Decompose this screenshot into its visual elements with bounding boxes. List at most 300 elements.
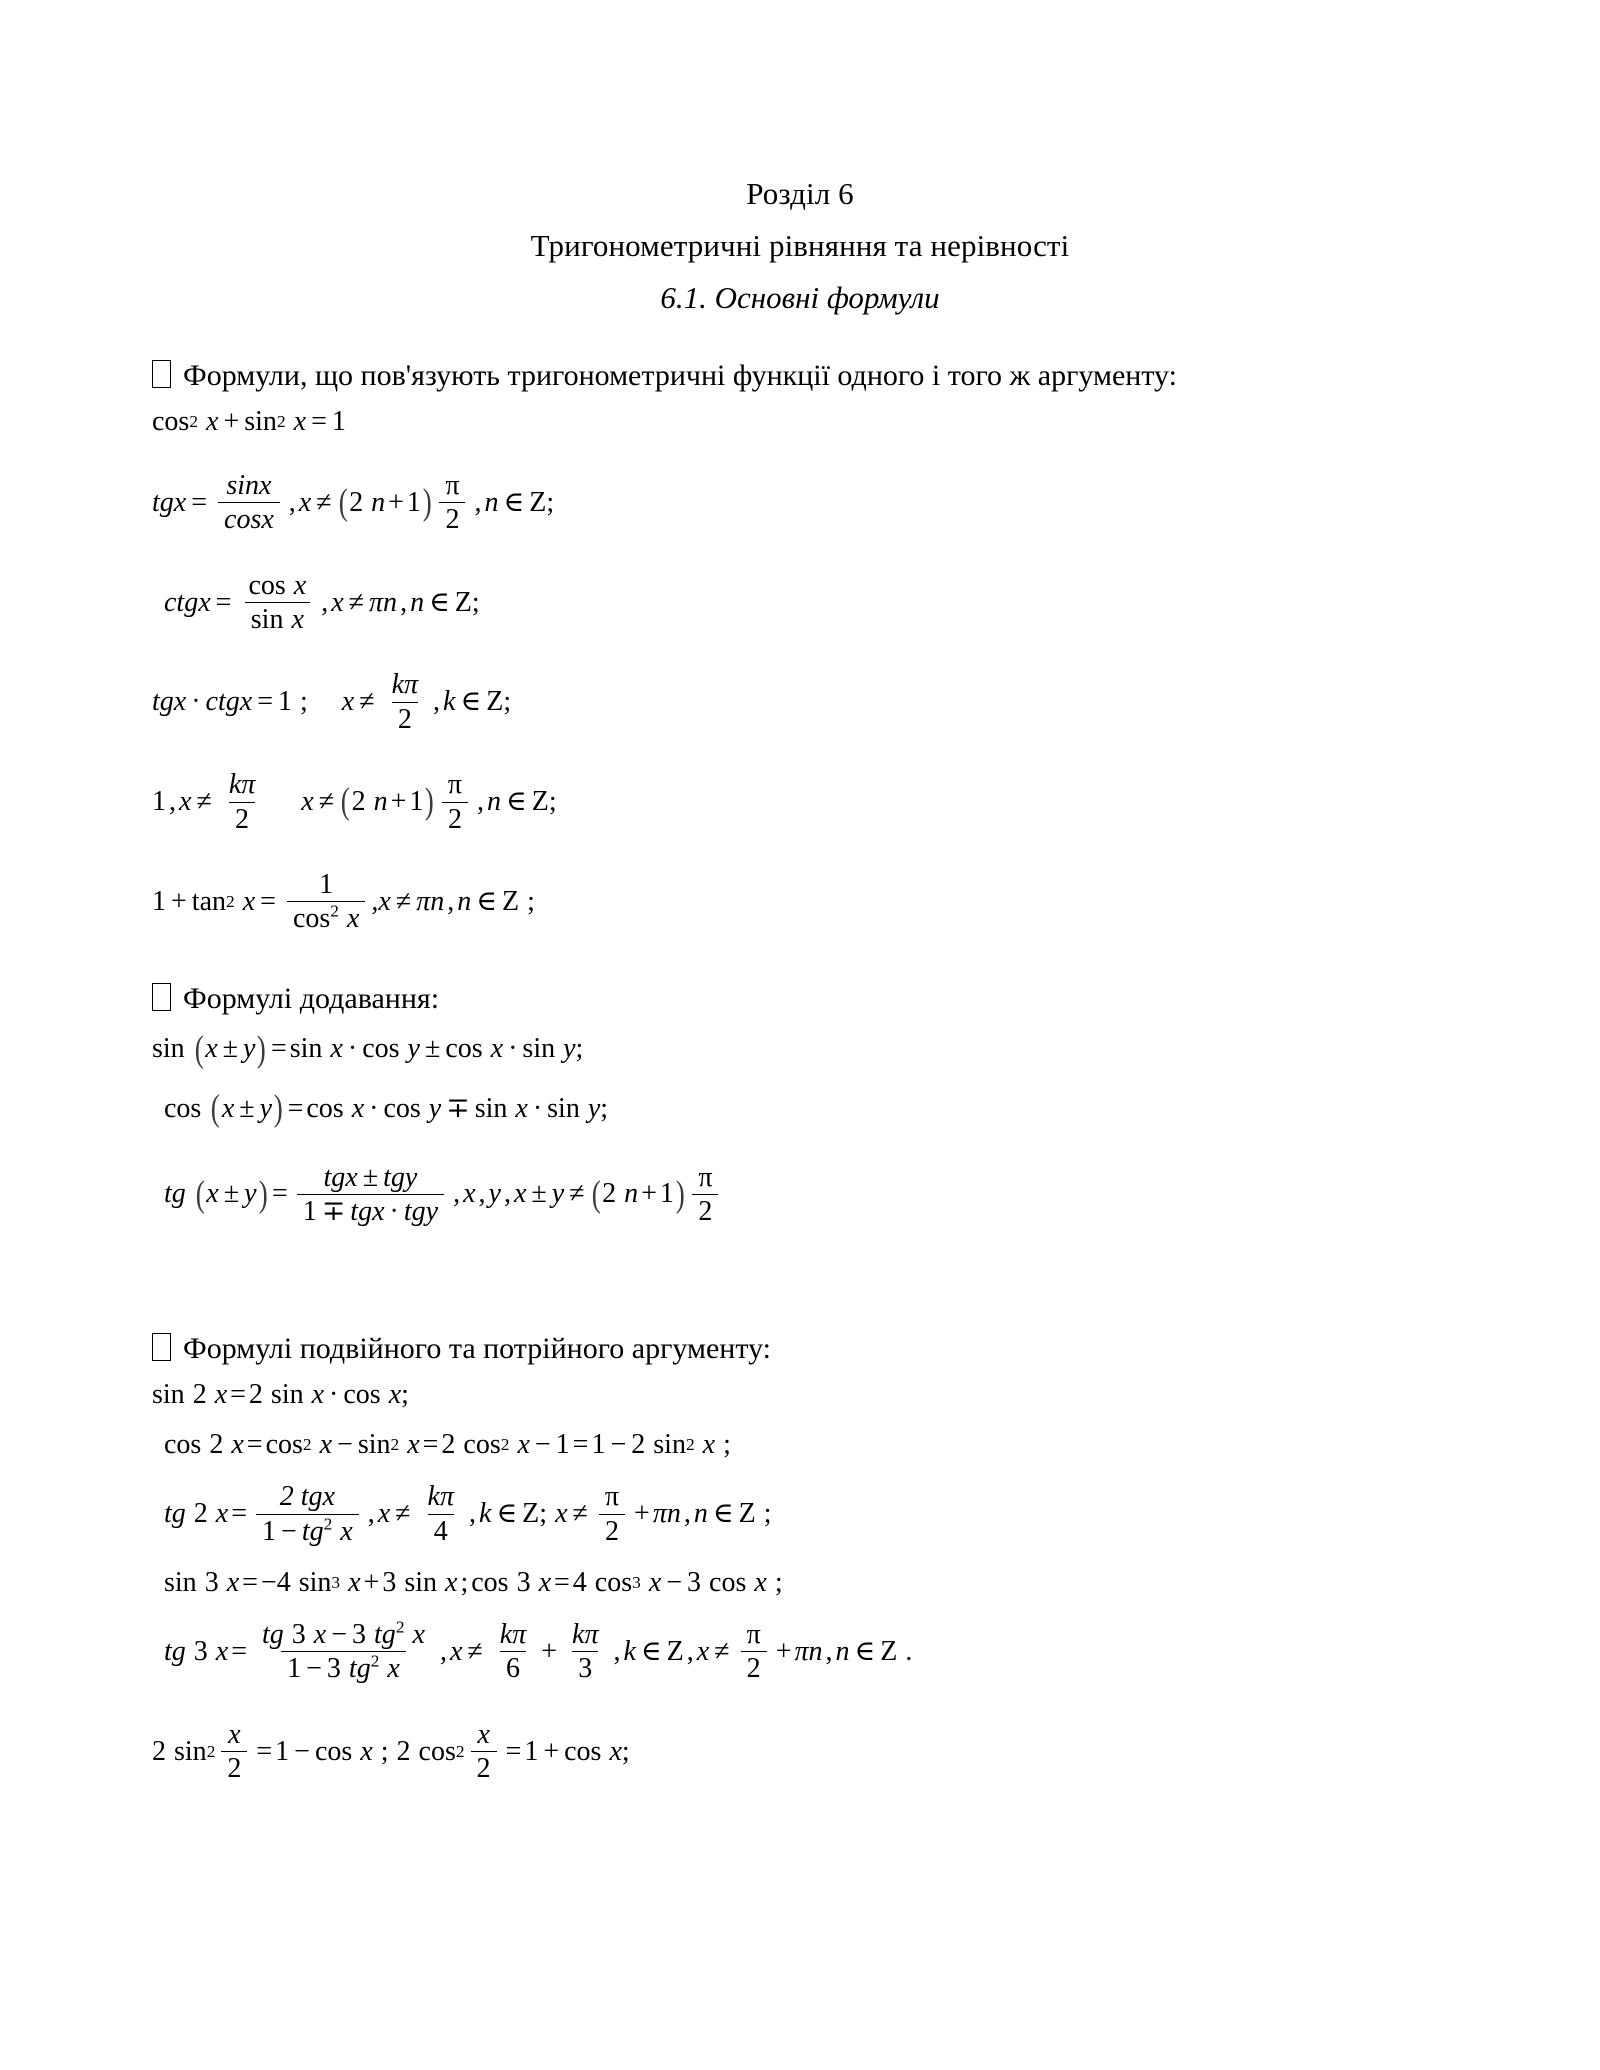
semicolon-token: ; [527, 885, 535, 917]
pi-n-token: πn [652, 1498, 681, 1530]
x-token: x [538, 1567, 551, 1599]
y-token: y [243, 1033, 256, 1065]
numerator-k-pi: kπ [391, 669, 419, 701]
cos-token: cos [445, 1033, 483, 1065]
semicolon-token: ; [600, 1092, 609, 1124]
equals-token: = [256, 1735, 273, 1767]
two-token: 2 [396, 1735, 411, 1767]
Z-token: Z [529, 486, 547, 518]
two-token: 2 [152, 1735, 166, 1767]
not-equal-token: ≠ [196, 786, 212, 818]
section-heading-3 [152, 1327, 1480, 1371]
comma-token: , [469, 1498, 476, 1530]
n-token: n [410, 586, 425, 618]
x-token: x [351, 1092, 365, 1124]
equals-token: = [554, 1567, 570, 1599]
denominator-cos2-x: $\cos^2 x$ [287, 901, 365, 934]
plus-minus-token: ± [222, 1033, 238, 1065]
numerator-pi: π [698, 1161, 713, 1193]
numerator-tg3x-minus-3tg2x: tg 3 x − 3 $tg^2$ x [262, 1617, 425, 1651]
equals-token: = [505, 1735, 522, 1767]
not-equal-token: ≠ [359, 686, 375, 718]
tofu-box-bullet-icon [152, 360, 171, 388]
fraction-pi-over-2 [442, 769, 468, 835]
equals-token: = [257, 686, 273, 718]
numerator-pi: π [604, 1481, 620, 1513]
sin-token: sin [174, 1735, 207, 1767]
right-paren: ) [422, 482, 432, 524]
sin-token: sin [547, 1092, 580, 1124]
denominator-2: 2 [692, 1194, 718, 1227]
n-token: n [624, 1178, 639, 1210]
section-heading-1 [152, 354, 1480, 398]
two-token: 2 [602, 1178, 617, 1210]
sin-token: sin [152, 1379, 185, 1411]
x-token: x [242, 885, 256, 917]
right-paren: ) [257, 1028, 267, 1070]
tg-token: tg [152, 486, 174, 518]
element-of-token: ∈ [429, 586, 450, 618]
multiply-dot: · [329, 1379, 339, 1411]
minus-token: − [260, 1567, 277, 1599]
not-equal-token: ≠ [572, 1498, 588, 1530]
comma-token: , [169, 786, 176, 818]
y-token: y [428, 1092, 442, 1124]
ctg-token: ctg [164, 586, 199, 618]
formula-pythagorean: cos 2 x + sin 2 x = 1 [152, 406, 346, 437]
section-heading-2-label: Формулі додавання: [183, 981, 440, 1015]
cos-token: cos [594, 1567, 633, 1599]
one-token: 1 [659, 1178, 674, 1210]
y-token: y [488, 1178, 501, 1210]
denominator-2: 2 [442, 802, 468, 835]
fraction-sinx-cosx [218, 470, 280, 536]
x-token: x [215, 1635, 229, 1667]
fraction-kpi-over-6 [494, 1619, 532, 1685]
x-token: x [555, 1498, 568, 1530]
n-token: n [373, 786, 388, 818]
one-token: 1 [406, 486, 421, 518]
left-paren: ( [195, 1173, 205, 1215]
x-token: x [226, 1567, 240, 1599]
plus-token: + [543, 1735, 560, 1767]
Z-token: Z [531, 786, 549, 818]
fraction-pi-over-2 [692, 1162, 718, 1228]
fraction-kpi-over-2 [386, 669, 424, 735]
semicolon-token: ; [763, 1498, 772, 1530]
sin-token: sin [270, 1379, 304, 1411]
comma-token: , [371, 885, 379, 917]
left-paren: ( [211, 1088, 221, 1130]
formula-cosine-double-angle: cos 2 x = cos 2 x − sin 2 x = 2 cos 2 x − 1 = 1 − 2 sin 2 x ; [164, 1429, 731, 1461]
numerator-k-pi: kπ [427, 1481, 454, 1513]
denominator-2: 2 [392, 702, 418, 735]
Z-token: Z [738, 1498, 756, 1530]
plus-minus-token: ± [223, 1178, 240, 1210]
fraction-pi-over-2 [599, 1481, 625, 1547]
x-token: x [206, 406, 219, 437]
two-token: 2 [193, 1498, 208, 1530]
three-token: 3 [204, 1567, 219, 1599]
chapter-heading: Розділ 6 [746, 176, 854, 211]
not-equal-token: ≠ [395, 885, 412, 917]
cos-token: cos [306, 1092, 344, 1124]
x-token: x [517, 1429, 530, 1461]
comma-token: , [503, 1178, 511, 1210]
one-token: 1 [277, 686, 292, 718]
two-token: 2 [631, 1429, 646, 1461]
x-token: x [609, 1735, 622, 1767]
n-token: n [835, 1635, 850, 1667]
denominator-2: 2 [741, 1651, 767, 1684]
document-body [152, 354, 1480, 1785]
sin-token: sin [152, 1033, 185, 1065]
k-token: k [479, 1498, 492, 1530]
formula-domain-restrictions [152, 769, 1480, 835]
x-token: x [515, 1092, 528, 1124]
fraction-cosx-sinx [242, 570, 312, 636]
x-token: x [490, 1033, 504, 1065]
denominator-2: 2 [439, 502, 465, 535]
fraction-tangent-triple [256, 1619, 431, 1685]
semicolon-token: ; [723, 1429, 731, 1461]
cos-token: cos [343, 1379, 381, 1411]
multiply-dot: · [191, 686, 201, 718]
denominator-1-mp-tgx-tgy: 1 ∓ tgx · tgy [297, 1194, 444, 1227]
n-token: n [693, 1498, 708, 1530]
x-token: x [301, 786, 314, 818]
denominator-3: 3 [572, 1651, 598, 1684]
n-token: n [457, 885, 472, 917]
x-token: x [445, 1567, 458, 1599]
numerator-cos-x: cos x [248, 569, 307, 601]
semicolon-token: ; [621, 1735, 630, 1767]
fraction-kpi-over-3 [566, 1619, 604, 1685]
denominator-2: 2 [229, 802, 255, 835]
comma-token: , [433, 686, 441, 718]
minus-plus-token: ∓ [446, 1092, 470, 1124]
comma-token: , [288, 486, 296, 518]
cos-token: cos [463, 1429, 501, 1461]
x-token: x [179, 786, 192, 818]
pi-n-token: πn [369, 586, 398, 618]
x-token: x [463, 1178, 476, 1210]
multiply-dot: · [369, 1092, 379, 1124]
two-token: 2 [209, 1429, 224, 1461]
fraction-kpi-over-2 [223, 769, 261, 835]
comma-token: , [825, 1635, 833, 1667]
element-of-token: ∈ [854, 1635, 876, 1667]
not-equal-token: ≠ [318, 786, 335, 818]
section-subtitle: 6.1. Основні формули [660, 280, 940, 315]
x-token: x [206, 1178, 219, 1210]
equals-token: = [231, 1635, 248, 1667]
denominator-sin-x: sin x [245, 602, 310, 635]
formula-sine-addition [152, 1028, 1480, 1070]
numerator-1: 1 [319, 868, 334, 900]
cos-token: cos [164, 1429, 202, 1461]
formula-cosine-addition [164, 1090, 1480, 1128]
equals-token: = [260, 885, 276, 917]
multiply-dot: · [532, 1092, 543, 1124]
one-token: 1 [524, 1735, 539, 1767]
semicolon-token: ; [539, 1498, 548, 1530]
plus-minus-token: ± [424, 1033, 441, 1065]
numerator-x: x [477, 1718, 490, 1750]
left-paren: ( [591, 1173, 601, 1215]
numerator-pi: π [447, 769, 463, 801]
tg-token: tg [164, 1498, 186, 1530]
x-token: x [298, 486, 312, 518]
numerator-k-pi: kπ [228, 769, 256, 801]
x-token: x [513, 1178, 527, 1210]
tg-token: tg [164, 1178, 186, 1210]
comma-token: , [474, 486, 482, 518]
tgx-token: tgx [152, 686, 187, 718]
cos-token: cos [152, 406, 190, 437]
numerator-k-pi: kπ [499, 1619, 527, 1651]
x-token: x [311, 1379, 325, 1411]
minus-token: − [666, 1567, 683, 1599]
element-of-token: ∈ [476, 885, 497, 917]
sin-token: sin [404, 1567, 438, 1599]
one-token: 1 [591, 1429, 606, 1461]
fraction-pi-over-2 [741, 1619, 767, 1685]
cos-token: cos [418, 1735, 456, 1767]
plus-minus-token: ± [531, 1178, 547, 1210]
numerator-2tgx: 2 tgx [279, 1481, 335, 1513]
n-token: n [484, 486, 499, 518]
element-of-token: ∈ [460, 686, 482, 718]
two-token: 2 [192, 1379, 207, 1411]
semicolon-token: ; [299, 686, 308, 718]
four-token: 4 [572, 1567, 587, 1599]
denominator-2: 2 [599, 1514, 625, 1547]
not-equal-token: ≠ [467, 1635, 483, 1667]
x-token: x [648, 1567, 662, 1599]
denominator-1-minus-tg2x: $1 - tg^2$ x [256, 1514, 359, 1547]
equals-token: = [287, 1092, 304, 1124]
formula-secant-identity: 1 + tan 2 x = $\frac{1}{\cos^2 x}$ , x ≠ πn , n ∈ Z ; [152, 868, 535, 935]
formula-tangent-cotangent-product [152, 669, 1480, 735]
pi-n-token: πn [794, 1635, 823, 1667]
x-token: x [702, 1429, 716, 1461]
cos-token: cos [314, 1735, 353, 1767]
minus-token: − [337, 1429, 353, 1461]
semicolon-token: ; [380, 1735, 389, 1767]
minus-token: − [294, 1735, 310, 1767]
semicolon-token: ; [548, 786, 557, 818]
x-token: x [198, 586, 211, 618]
left-paren: ( [338, 482, 348, 524]
plus-token: + [775, 1635, 792, 1667]
formula-tangent-definition [152, 470, 1480, 536]
one-token: 1 [409, 786, 424, 818]
one-token: 1 [152, 786, 166, 818]
x-token: x [293, 406, 307, 437]
section-heading-1-label: Формули, що пов'язують тригонометричні функції одного і того ж аргументу: [183, 359, 1177, 392]
x-token: x [341, 686, 355, 718]
cos-token: cos [362, 1033, 400, 1065]
denominator-1-minus-3tg2x: 1 − 3 $tg^2$ x [281, 1651, 406, 1684]
period-token: . [905, 1635, 913, 1667]
cos-token: cos [709, 1567, 747, 1599]
element-of-token: ∈ [496, 1498, 518, 1530]
multiply-dot: · [508, 1033, 518, 1065]
one-token: 1 [152, 885, 166, 917]
document-header [0, 168, 1600, 324]
fraction-tangent-addition [297, 1162, 444, 1228]
x-token: x [696, 1635, 710, 1667]
three-token: 3 [687, 1567, 702, 1599]
equals-token: = [311, 406, 327, 437]
fraction-one-over-cos2x [287, 869, 365, 935]
not-equal-token: ≠ [348, 586, 365, 618]
x-token: x [449, 1635, 463, 1667]
plus-token: + [634, 1498, 650, 1530]
plus-token: + [641, 1178, 657, 1210]
formula-tangent-triple-angle [164, 1619, 1480, 1685]
formula-triple-angle-sine-cosine: sin 3 x = − 4 sin 3 x + 3 sin x ; cos 3 x = 4 cos 3 x − 3 cos x ; [164, 1567, 783, 1599]
sin-token: sin [298, 1567, 332, 1599]
comma-token: , [686, 1635, 694, 1667]
y-token: y [587, 1092, 601, 1124]
right-paren: ) [425, 781, 435, 823]
numerator-k-pi: kπ [572, 1619, 599, 1651]
two-token: 2 [441, 1429, 456, 1461]
pi-n-token: πn [416, 885, 445, 917]
x-token: x [377, 1498, 391, 1530]
Z-token: Z [486, 686, 504, 718]
tg-token: tg [164, 1635, 186, 1667]
section-heading-3-label: Формулі подвійного та потрійного аргументу: [183, 1332, 772, 1366]
y-token: y [244, 1178, 257, 1210]
cos-token: cos [471, 1567, 509, 1599]
two-token: 2 [248, 1379, 263, 1411]
tan-token: tan [191, 885, 227, 917]
equals-token: = [572, 1429, 589, 1461]
formula-tangent-double-angle [164, 1481, 1480, 1547]
denominator-cosx: cosx [218, 502, 280, 535]
comma-token: , [478, 1178, 486, 1210]
semicolon-token: ; [471, 586, 480, 618]
x-token: x [331, 586, 344, 618]
numerator-pi: π [746, 1619, 761, 1651]
equals-token: = [215, 586, 232, 618]
x-token: x [348, 1567, 361, 1599]
n-token: n [487, 786, 502, 818]
sin-token: sin [357, 1429, 391, 1461]
numerator-pi: π [445, 470, 460, 501]
fraction-pi-over-2 [439, 470, 465, 536]
x-token: x [221, 1092, 235, 1124]
denominator-2: 2 [221, 1751, 247, 1784]
equals-token: = [231, 1498, 248, 1530]
equals-token: = [270, 1033, 287, 1065]
left-paren: ( [194, 1028, 204, 1070]
plus-token: + [223, 406, 240, 437]
x-token: x [215, 1498, 229, 1530]
plus-token: + [541, 1635, 558, 1667]
x-token: x [214, 1379, 228, 1411]
two-token: 2 [351, 786, 366, 818]
numerator-x: x [228, 1718, 241, 1750]
section-heading-2 [152, 977, 1480, 1021]
comma-token: , [447, 885, 455, 917]
three-token: 3 [516, 1567, 531, 1599]
plus-token: + [171, 885, 187, 917]
comma-token: , [367, 1498, 375, 1530]
n-token: n [371, 486, 386, 518]
x-token: x [754, 1567, 767, 1599]
comma-token: , [400, 586, 408, 618]
formula-sine-double-angle [152, 1381, 1480, 1409]
equals-token: = [191, 486, 208, 518]
semicolon-token: ; [503, 686, 512, 718]
x-token: x [173, 486, 187, 518]
comma-token: , [453, 1178, 461, 1210]
three-token: 3 [382, 1567, 397, 1599]
element-of-token: ∈ [640, 1635, 662, 1667]
plus-token: + [363, 1567, 380, 1599]
left-paren: ( [340, 781, 350, 823]
cos-token: cos [383, 1092, 421, 1124]
sin-token: sin [474, 1092, 508, 1124]
y-token: y [259, 1092, 273, 1124]
x-token: x [378, 885, 391, 917]
comma-token: , [613, 1635, 621, 1667]
denominator-6: 6 [500, 1651, 526, 1684]
Z-token: Z [666, 1635, 684, 1667]
not-equal-token: ≠ [714, 1635, 730, 1667]
not-equal-token: ≠ [316, 486, 332, 518]
x-token: x [205, 1033, 218, 1065]
Z-token: Z [501, 885, 520, 917]
k-token: k [623, 1635, 636, 1667]
y-token: y [563, 1033, 576, 1065]
semicolon-token: ; [401, 1379, 409, 1411]
four-token: 4 [276, 1567, 291, 1599]
minus-token: − [610, 1429, 627, 1461]
formula-cotangent-definition [164, 570, 1480, 636]
k-token: k [443, 686, 456, 718]
right-paren: ) [258, 1173, 268, 1215]
cos-token: cos [164, 1092, 202, 1124]
equals-token: = [242, 1567, 258, 1599]
numerator-sinx: sinx [226, 470, 272, 501]
one-token: 1 [275, 1735, 290, 1767]
y-token: y [551, 1178, 565, 1210]
fraction-tangent-double [256, 1481, 359, 1547]
denominator-2: 2 [471, 1751, 497, 1784]
Z-token: Z [454, 586, 472, 618]
fraction-x-over-2 [221, 1719, 247, 1785]
element-of-token: ∈ [506, 786, 527, 818]
not-equal-token: ≠ [569, 1178, 585, 1210]
cos-token: cos [265, 1429, 303, 1461]
sin-token: sin [164, 1567, 197, 1599]
three-token: 3 [193, 1635, 208, 1667]
Z-token: Z [880, 1635, 898, 1667]
equals-token: = [230, 1379, 246, 1411]
sin-token: sin [244, 406, 277, 437]
equals-token: = [272, 1178, 288, 1210]
semicolon-token: ; [575, 1033, 584, 1065]
comma-token: , [439, 1635, 447, 1667]
comma-token: , [477, 786, 485, 818]
x-token: x [388, 1379, 402, 1411]
equals-token: = [422, 1429, 439, 1461]
